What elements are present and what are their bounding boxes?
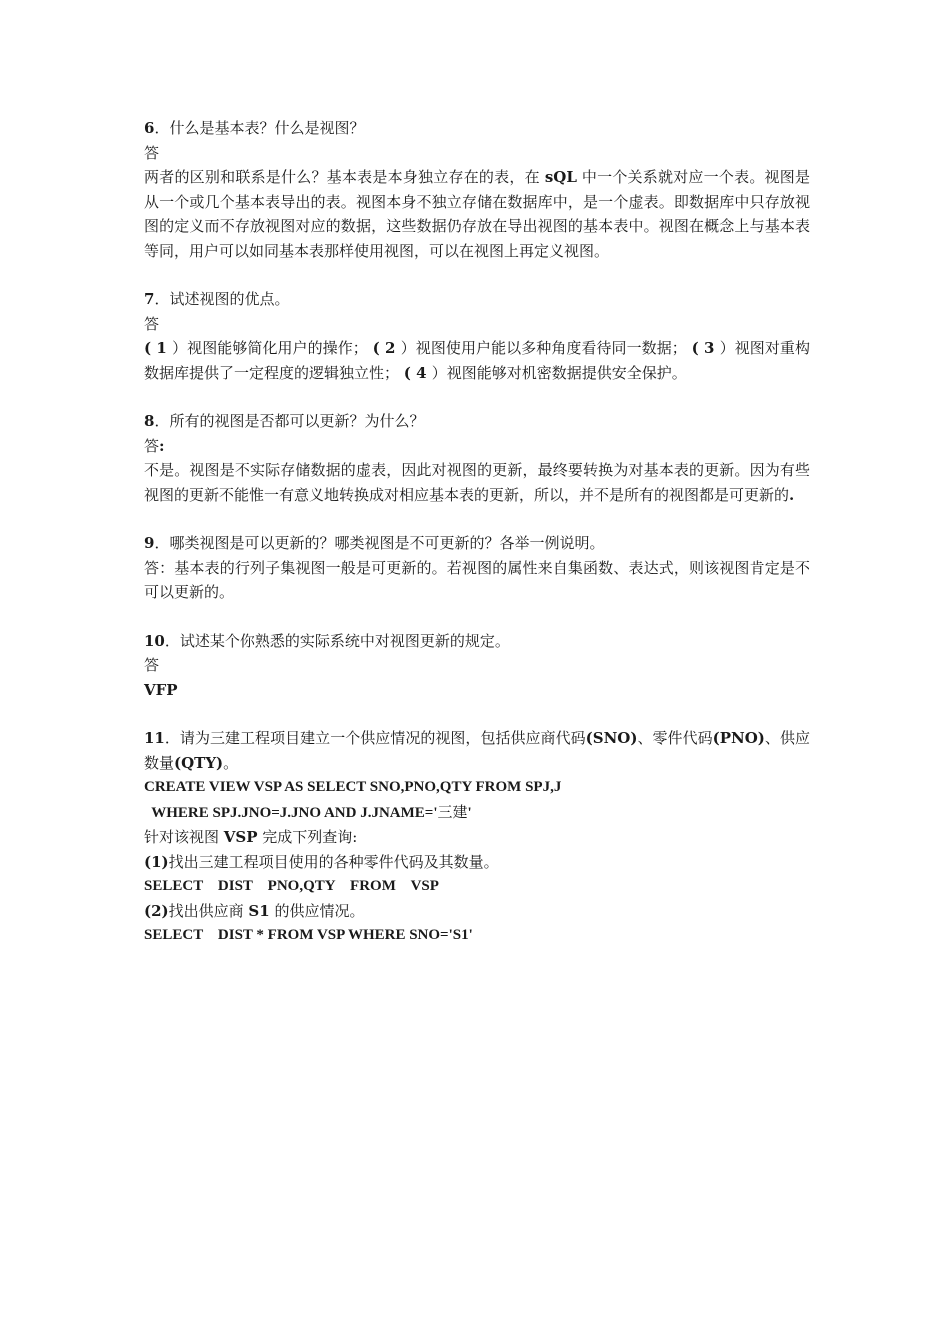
answer-label: 答 (144, 314, 160, 333)
question-9 (144, 531, 810, 605)
question-10-title: 10．试述某个你熟悉的实际系统中对视图更新的规定。 (144, 631, 510, 650)
document-page (144, 116, 810, 948)
question-7-title: 7．试述视图的优点。 (144, 290, 290, 308)
question-10-answer: VFP (144, 680, 178, 699)
sub-question-1: (1)找出三建工程项目使用的各种零件代码及其数量。 (144, 852, 499, 871)
question-9-answer: 答：基本表的行列子集视图一般是可更新的。若视图的属性来自集函数、表达式，则该视图肯定是不可以更新的。 (144, 558, 810, 601)
question-7-answer: ( 1 ）视图能够简化用户的操作； ( 2 ）视图使用户能以多种角度看待同一数据； ( 3 ）视图对重构数据库提供了一定程度的逻辑独立性； ( 4 ）视图能够对机密数据提供安全保护。 (144, 339, 810, 382)
question-7 (144, 287, 810, 385)
sub-question-2: (2)找出供应商 S1 的供应情况。 (144, 901, 365, 920)
question-11-title: 11．请为三建工程项目建立一个供应情况的视图，包括供应商代码(SNO)、零件代码(PNO)、供应数量(QTY)。 (144, 729, 810, 772)
question-11 (144, 726, 810, 948)
sql-query-2: SELECT DIST * FROM VSP WHERE SNO='S1' (144, 927, 473, 943)
question-9-title: 9．哪类视图是可以更新的？哪类视图是不可更新的？各举一例说明。 (144, 534, 605, 552)
question-8 (144, 409, 810, 507)
question-6-answer: 两者的区别和联系是什么？基本表是本身独立存在的表，在 sQL 中一个关系就对应一个表。视图是从一个或几个基本表导出的表。视图本身不独立存储在数据库中，是一个虚表。即数据库中只存放视图的定义而不存放视图对应的数据，这些数据仍存放在导出视图的基本表中。视图在概念上与基本表等同，用户可以如同基本表那样使用视图，可以在视图上再定义视图。 (144, 168, 810, 260)
sql-query-1: SELECT DIST PNO,QTY FROM VSP (144, 878, 439, 894)
answer-label: 答 (144, 143, 160, 162)
query-intro: 针对该视图 VSP 完成下列查询: (144, 828, 358, 846)
answer-label: 答 (144, 656, 160, 674)
question-10 (144, 629, 810, 703)
sql-where-clause: WHERE SPJ.JNO=J.JNO AND J.JNAME='三建' (144, 802, 472, 821)
question-8-answer: 不是。视图是不实际存储数据的虚表，因此对视图的更新，最终要转换为对基本表的更新。因为有些视图的更新不能惟一有意义地转换成对相应基本表的更新，所以，并不是所有的视图都是可更新的. (144, 461, 810, 504)
question-6 (144, 116, 810, 263)
question-6-title: 6．什么是基本表？什么是视图？ (144, 119, 365, 137)
sql-create-view: CREATE VIEW VSP AS SELECT SNO,PNO,QTY FROM SPJ,J (144, 779, 562, 795)
question-8-title: 8．所有的视图是否都可以更新？为什么？ (144, 412, 425, 430)
answer-label: 答: (144, 436, 165, 455)
